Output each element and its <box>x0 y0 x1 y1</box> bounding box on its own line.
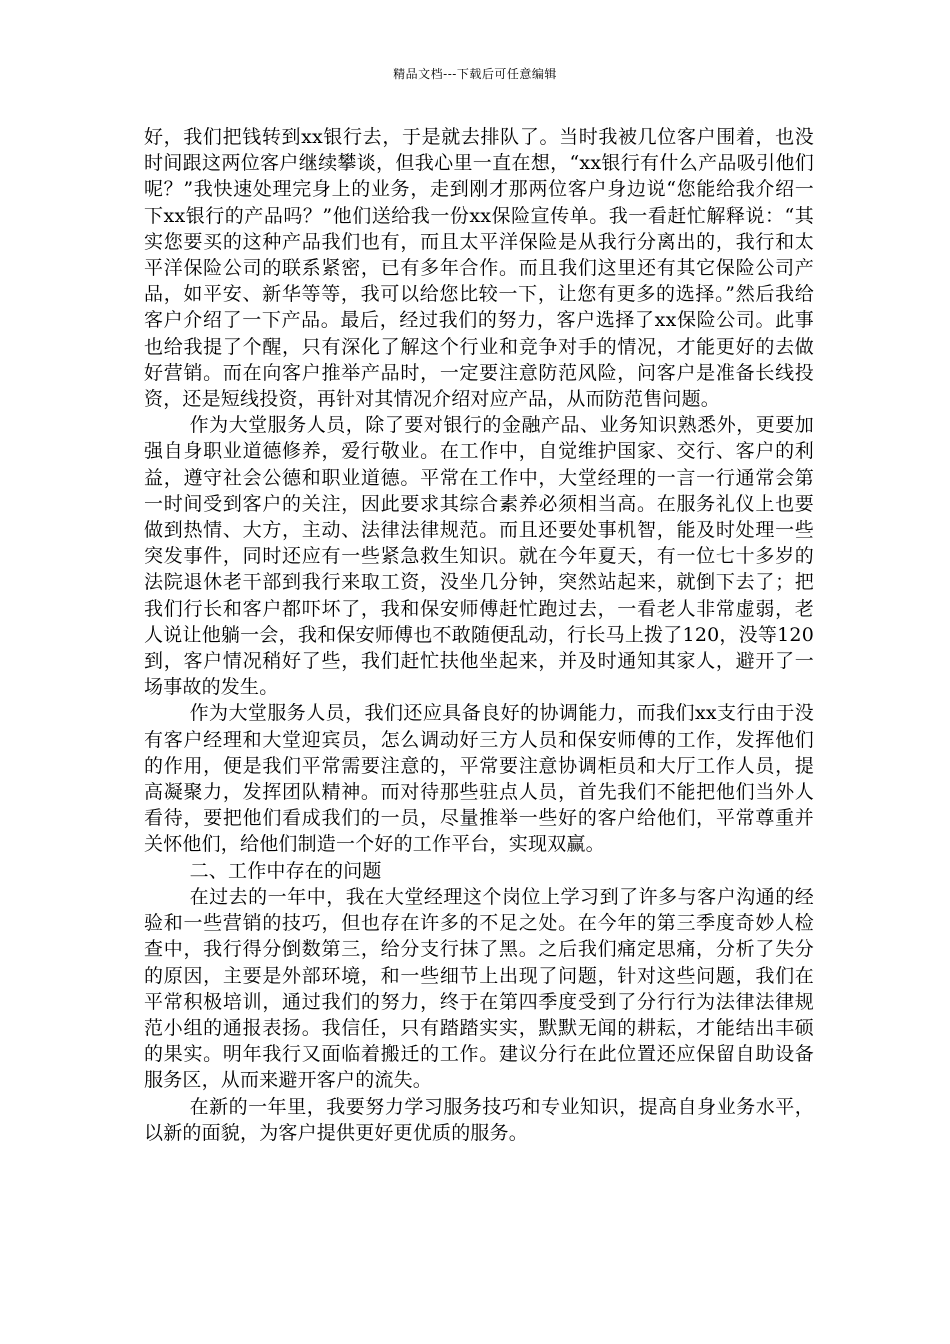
paragraph-3: 作为大堂服务人员，我们还应具备良好的协调能力，而我们xx支行由于没有客户经理和大堂迎宾员，怎么调动好三方人员和保安师傅的工作，发挥他们的作用，便是我们平常需要注意的，平常要注意协调柜员和大厅工作人员，提高凝聚力，发挥团队精神。而对待那些驻点人员，首先我们不能把他们当外人看待，要把他们看成我们的一员，尽量推举一些好的客户给他们，平常尊重并关怀他们，给他们制造一个好的工作平台，实现双赢。 <box>144 702 814 856</box>
paragraph-5: 在新的一年里，我要努力学习服务技巧和专业知识，提高自身业务水平，以新的面貌，为客户提供更好更优质的服务。 <box>144 1095 814 1144</box>
section-heading-problems: 二、工作中存在的问题 <box>189 859 382 882</box>
document-body <box>144 124 814 1146</box>
paragraph-4: 在过去的一年中，我在大堂经理这个岗位上学习到了许多与客户沟通的经验和一些营销的技巧，但也存在许多的不足之处。在今年的第三季度奇妙人检查中，我行得分倒数第三，给分支行抹了黑。之后我们痛定思痛，分析了失分的原因，主要是外部环境，和一些细节上出现了问题，针对这些问题，我们在平常积极培训，通过我们的努力，终于在第四季度受到了分行行为法律法律规范小组的通报表扬。我信任，只有踏踏实实，默默无闻的耕耘，才能结出丰硕的果实。明年我行又面临着搬迁的工作。建议分行在此位置还应保留自助设备服务区，从而来避开客户的流失。 <box>144 885 814 1092</box>
paragraph-2: 作为大堂服务人员，除了要对银行的金融产品、业务知识熟悉外，更要加强自身职业道德修养，爱行敬业。在工作中，自觉维护国家、交行、客户的利益，遵守社会公德和职业道德。平常在工作中，大堂经理的一言一行通常会第一时间受到客户的关注，因此要求其综合素养必须相当高。在服务礼仪上也要做到热情、大方，主动、法律法律规范。而且还要处事机智，能及时处理一些突发事件，同时还应有一些紧急救生知识。就在今年夏天，有一位七十多岁的法院退休老干部到我行来取工资，没坐几分钟，突然站起来，就倒下去了；把我们行长和客户都吓坏了，我和保安师傅赶忙跑过去，一看老人非常虚弱，老人说让他躺一会，我和保安师傅也不敢随便乱动，行长马上拨了120，没等120到，客户情况稍好了些，我们赶忙扶他坐起来，并及时通知其家人，避开了一场事故的发生。 <box>144 414 814 699</box>
page-header: 精品文档---下载后可任意编辑 <box>393 67 557 81</box>
paragraph-1: 好，我们把钱转到xx银行去，于是就去排队了。当时我被几位客户围着，也没时间跟这两位客户继续攀谈，但我心里一直在想，“xx银行有什么产品吸引他们呢？”我快速处理完身上的业务，走到刚才那两位客户身边说“您能给我介绍一下xx银行的产品吗？”他们送给我一份xx保险宣传单。我一看赶忙解释说：“其实您要买的这种产品我们也有，而且太平洋保险是从我行分离出的，我行和太平洋保险公司的联系紧密，已有多年合作。而且我们这里还有其它保险公司产品，如平安、新华等等，我可以给您比较一下，让您有更多的选择。”然后我给客户介绍了一下产品。最后，经过我们的努力，客户选择了xx保险公司。此事也给我提了个醒，只有深化了解这个行业和竞争对手的情况，才能更好的去做好营销。而在向客户推举产品时，一定要注意防范风险，问客户是准备长线投资，还是短线投资，再针对其情况介绍对应产品，从而防范售问题。 <box>144 126 814 411</box>
